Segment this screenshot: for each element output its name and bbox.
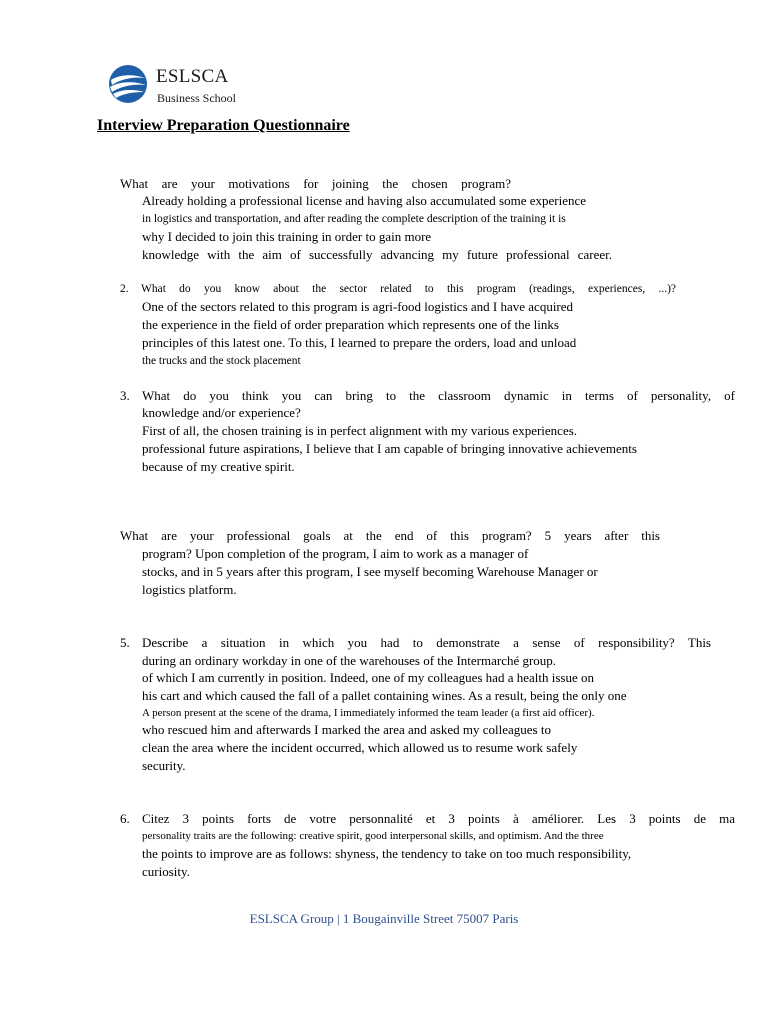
question-3-continued: knowledge and/or experience? xyxy=(142,405,301,420)
question-3-number: 3. xyxy=(120,388,130,403)
question-5-number: 5. xyxy=(120,635,130,650)
answer-1-line-2: in logistics and transportation, and after reading the complete description of the training it is xyxy=(142,213,566,225)
eslsca-logo xyxy=(108,62,278,108)
answer-5-line-2: of which I am currently in position. Indeed, one of my colleagues had a health issue on xyxy=(142,670,594,685)
answer-1-line-3: why I decided to join this training in order to gain more xyxy=(142,229,432,244)
answer-2-line-3: principles of this latest one. To this, I learned to prepare the orders, load and unload xyxy=(142,335,577,350)
answer-3-line-3: because of my creative spirit. xyxy=(142,459,295,474)
answer-3-line-2: professional future aspirations, I believe that I am capable of bringing innovative achievements xyxy=(142,441,637,456)
answer-1-line-1: Already holding a professional license and having also accumulated some experience xyxy=(142,193,587,208)
answer-5-line-4: A person present at the scene of the drama, I immediately informed the team leader (a first aid officer). xyxy=(142,707,595,719)
eslsca-swirl-icon xyxy=(108,64,148,104)
answer-6-line-3: curiosity. xyxy=(142,864,190,879)
logo-subtitle: Business School xyxy=(157,91,237,105)
answer-4-line-1: program? Upon completion of the program, I aim to work as a manager of xyxy=(142,546,529,561)
answer-2-line-1: One of the sectors related to this program is agri-food logistics and I have acquired xyxy=(142,299,574,314)
question-3: What do you think you can bring to the classroom dynamic in terms of personality, of xyxy=(142,388,735,403)
answer-3-line-1: First of all, the chosen training is in perfect alignment with my various experiences. xyxy=(142,423,578,438)
answer-5-line-6: clean the area where the incident occurred, which allowed us to resume work safely xyxy=(142,740,578,755)
answer-6-line-1: personality traits are the following: creative spirit, good interpersonal skills, and optimism. And the three xyxy=(142,830,604,842)
answer-5-line-7: security. xyxy=(142,758,186,773)
question-2: What do you know about the sector related to this program (readings, experiences, ...)? xyxy=(141,283,676,295)
document-title: Interview Preparation Questionnaire xyxy=(97,117,350,134)
question-6: Citez 3 points forts de votre personnalité et 3 points à améliorer. Les 3 points de ma xyxy=(142,811,735,826)
question-1: What are your motivations for joining the chosen program? xyxy=(120,176,511,191)
answer-5-line-3: his cart and which caused the fall of a pallet containing wines. As a result, being the only one xyxy=(142,688,627,703)
answer-4-line-2: stocks, and in 5 years after this program, I see myself becoming Warehouse Manager or xyxy=(142,564,598,579)
question-5: Describe a situation in which you had to demonstrate a sense of responsibility? This xyxy=(142,635,711,650)
answer-6-line-2: the points to improve are as follows: shyness, the tendency to take on too much responsibility, xyxy=(142,846,632,861)
page-footer: ESLSCA Group | 1 Bougainville Street 75007 Paris xyxy=(249,911,519,926)
question-2-number: 2. xyxy=(120,283,129,295)
answer-5-line-5: who rescued him and afterwards I marked the area and asked my colleagues to xyxy=(142,722,551,737)
question-6-number: 6. xyxy=(120,811,130,826)
answer-2-line-4: the trucks and the stock placement xyxy=(142,355,301,367)
logo-name: ESLSCA xyxy=(156,66,229,87)
answer-1-line-4: knowledge with the aim of successfully advancing my future professional career. xyxy=(142,247,612,262)
answer-4-line-3: logistics platform. xyxy=(142,582,237,597)
question-4: What are your professional goals at the end of this program? 5 years after this xyxy=(120,528,660,543)
answer-5-line-1: during an ordinary workday in one of the warehouses of the Intermarché group. xyxy=(142,653,557,668)
answer-2-line-2: the experience in the field of order preparation which represents one of the links xyxy=(142,317,559,332)
